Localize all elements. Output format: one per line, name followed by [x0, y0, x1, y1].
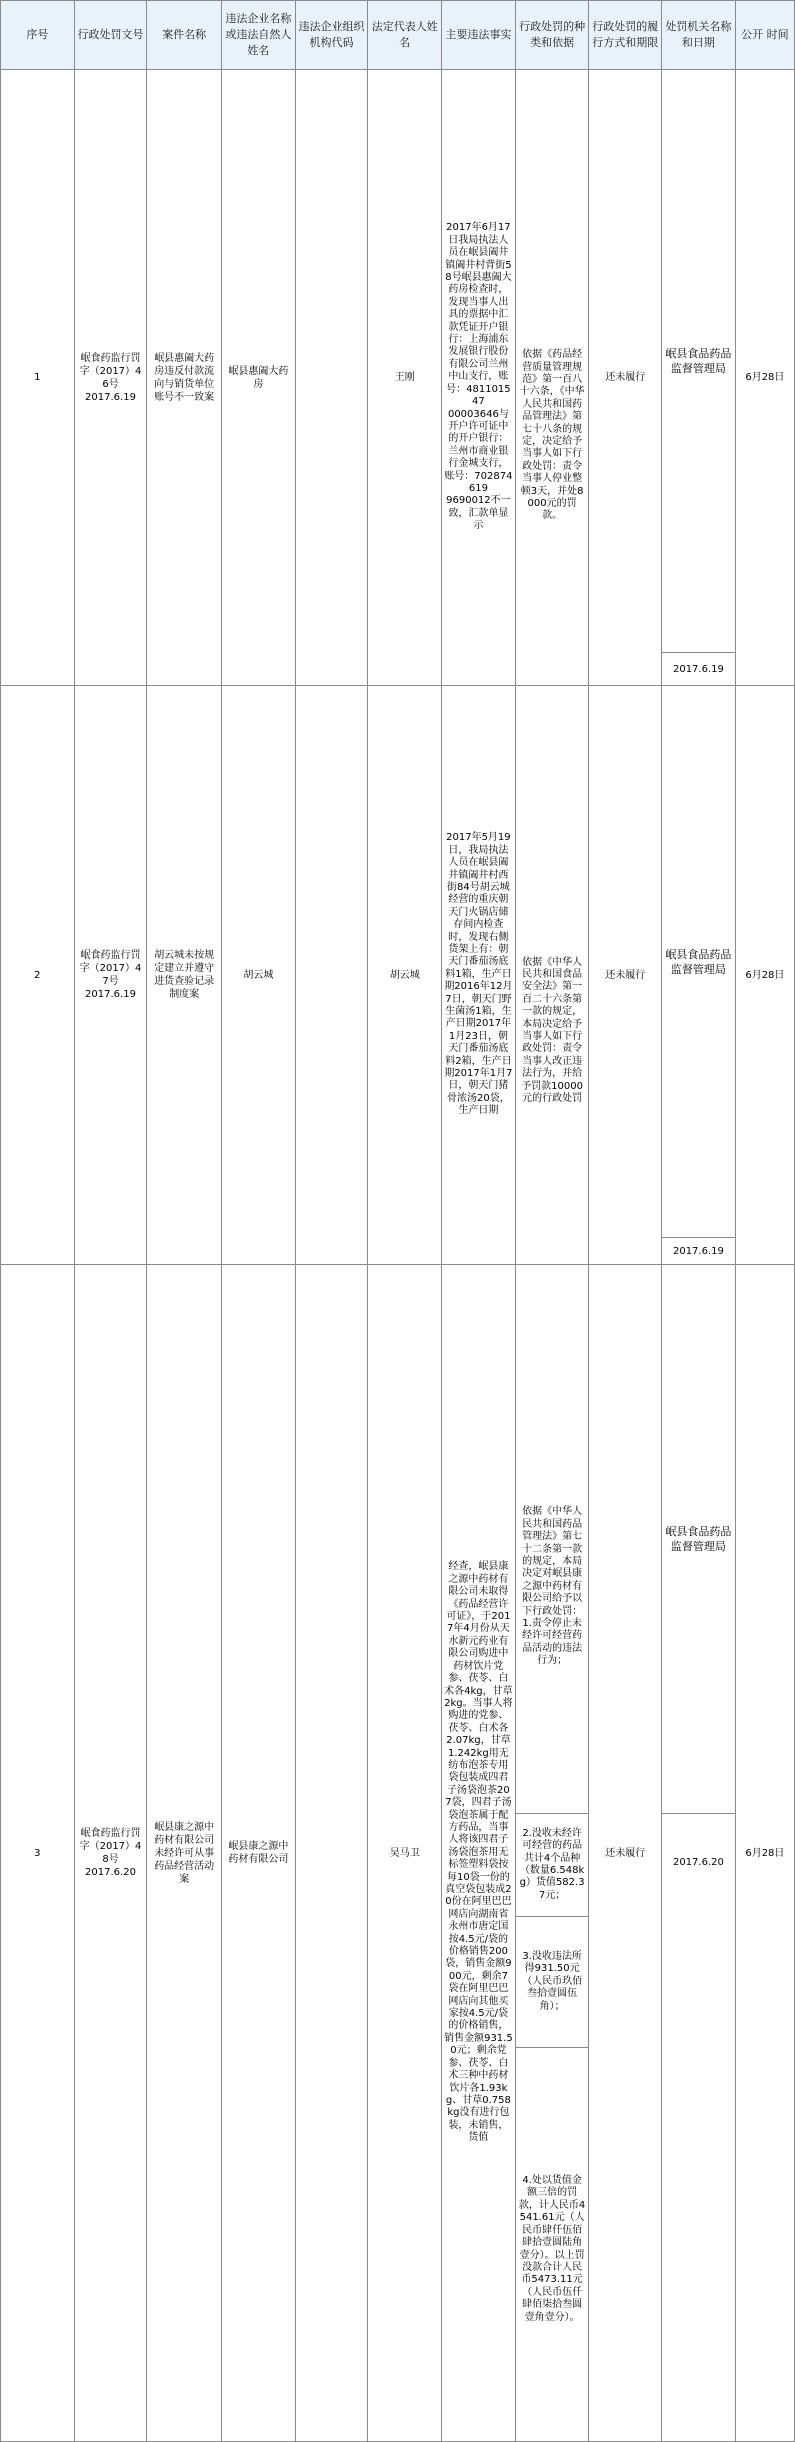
row-penalty-basis-4: 4.处以货值金额三倍的罚款，计人民币4541.61元（人民币肆仟伍佰肆拾壹圆陆角壹分）。以上罚没款合计人民币5473.11元（人民币伍仟肆佰柒拾叁圆壹角壹分）。: [515, 2048, 589, 2442]
row-penalty-basis-1: 依据《中华人民共和国药品管理法》第七十二条第一款的规定，本局决定对岷县康之源中药材有限公司给予以下行政处罚：1.责令停止未经许可经营药品活动的违法行为；: [515, 1265, 589, 1814]
row-org-code: [295, 70, 368, 686]
row-penalty-basis-2: 2.没收未经许可经营的药品共计4个品种（数量6.548kg）货值582.37元；: [515, 1814, 589, 1917]
row-legal-rep: 胡云城: [368, 686, 442, 1265]
header-performance: 行政处罚的履行方式和期限: [589, 1, 662, 70]
row-performance: 还未履行: [589, 1265, 662, 2442]
row-publish-time: 6月28日: [735, 1265, 794, 2442]
row-seq: 3: [1, 1265, 75, 2442]
row-party-name: 岷县康之源中药材有限公司: [222, 1265, 296, 2442]
row-legal-rep: 吴马卫: [368, 1265, 442, 2442]
row-doc-no: 岷食药监行罚字（2017）48号 2017.6.20: [74, 1265, 147, 2442]
header-facts: 主要违法事实: [442, 1, 516, 70]
header-party-name: 违法企业名称或违法自然人姓名: [222, 1, 296, 70]
header-doc-no: 行政处罚文号: [74, 1, 147, 70]
row-seq: 2: [1, 686, 75, 1265]
row-seq: 1: [1, 70, 75, 686]
row-performance: 还未履行: [589, 70, 662, 686]
row-doc-no: 岷食药监行罚字（2017）46号 2017.6.19: [74, 70, 147, 686]
row-authority: 岷县食品药品监督管理局: [662, 686, 736, 1238]
row-authority: 岷县食品药品监督管理局: [662, 70, 736, 653]
header-seq: 序号: [1, 1, 75, 70]
row-org-code: [295, 686, 368, 1265]
row-party-name: 胡云城: [222, 686, 296, 1265]
row-penalty-basis: 依据《中华人民共和国食品安全法》第一百二十六条第一款的规定，本局决定给予当事人如下行政处罚：责令当事人改正违法行为，并给予罚款10000元的行政处罚: [515, 686, 589, 1265]
row-authority: 岷县食品药品监督管理局: [662, 1265, 736, 1814]
header-authority: 处罚机关名称和日期: [662, 1, 736, 70]
row-party-name: 岷县惠阖大药房: [222, 70, 296, 686]
header-case-name: 案件名称: [147, 1, 222, 70]
header-publish-time: 公开 时间: [735, 1, 794, 70]
row-publish-time: 6月28日: [735, 70, 794, 686]
row-case-name: 胡云城未按规定建立并遵守进货查验记录制度案: [147, 686, 222, 1265]
row-penalty-basis-3: 3.没收违法所得931.50元（人民币玖佰叁拾壹圆伍角）；: [515, 1917, 589, 2048]
table-row: [1, 686, 795, 1238]
row-authority-date: 2017.6.19: [662, 1238, 736, 1265]
table-row: [1, 70, 795, 653]
row-publish-time: 6月28日: [735, 686, 794, 1265]
row-case-name: 岷县惠阖大药房违反付款流向与销货单位账号不一致案: [147, 70, 222, 686]
row-performance: 还未履行: [589, 686, 662, 1265]
row-penalty-basis: 依据《药品经营质量管理规范》第一百八十六条，《中华人民共和国药品管理法》第七十八条的规定，决定给予当事人如下行政处罚：责令当事人停业整顿3天，并处8000元的罚款。: [515, 70, 589, 686]
row-facts: 2017年5月19日，我局执法人员在岷县阖井镇阖井村西街84号胡云城经营的重庆朝天门火锅店储存间内检查时，发现右侧货架上有：朝天门番茄汤底料1箱，生产日期2016年12月7日，朝天门野生菌汤1箱，生产日期2017年1月23日，朝天门番茄汤底料2箱，生产日期2017年1月7日，朝天门猪骨浓汤20袋，生产日期: [442, 686, 516, 1265]
row-legal-rep: 王刚: [368, 70, 442, 686]
table-header-row: [1, 1, 795, 70]
table-row: [1, 1265, 795, 1814]
row-facts: 2017年6月17日我局执法人员在岷县阖井镇阖井村背街58号岷县惠阖大药房检查时，发现当事人出具的票据中汇款凭证开户银行：上海浦东发展银行股份有限公司兰州中山支行，账号：481101547 00003646与开户许可证中的开户银行：兰州市商业银行金城支行，账号：702874619 9690012不一致，汇款单显示: [442, 70, 516, 686]
header-penalty-basis: 行政处罚的种类和依据: [515, 1, 589, 70]
row-org-code: [295, 1265, 368, 2442]
row-authority-date: 2017.6.19: [662, 653, 736, 686]
row-facts: 经查，岷县康之源中药材有限公司未取得《药品经营许可证》，于2017年4月份从天水新元药业有限公司购进中药材饮片党参、茯苓、白术各4kg，甘草2kg。当事人将购进的党参、茯苓、白术各2.07kg，甘草1.242kg用无纺布泡茶专用袋包装成四君子汤袋泡茶207袋，四君子汤袋泡茶属于配方药品，当事人将该四君子汤袋泡茶用无标签塑料袋按每10袋一份的真空袋包装成20份在阿里巴巴网店向湖南省永州市唐定国按4.5元/袋的价格销售200袋，销售金额900元，剩余7袋在阿里巴巴网店向其他买家按4.5元/袋的价格销售，销售金额931.50元；剩余党参、茯苓、白术三种中药材饮片各1.93kg、甘草0.758kg没有进行包装，未销售，货值: [442, 1265, 516, 2442]
header-org-code: 违法企业组织机构代码: [295, 1, 368, 70]
row-doc-no: 岷食药监行罚字（2017）47号 2017.6.19: [74, 686, 147, 1265]
row-case-name: 岷县康之源中药材有限公司未经许可从事药品经营活动案: [147, 1265, 222, 2442]
header-legal-rep: 法定代表人姓名: [368, 1, 442, 70]
row-authority-date: 2017.6.20: [662, 1814, 736, 2442]
